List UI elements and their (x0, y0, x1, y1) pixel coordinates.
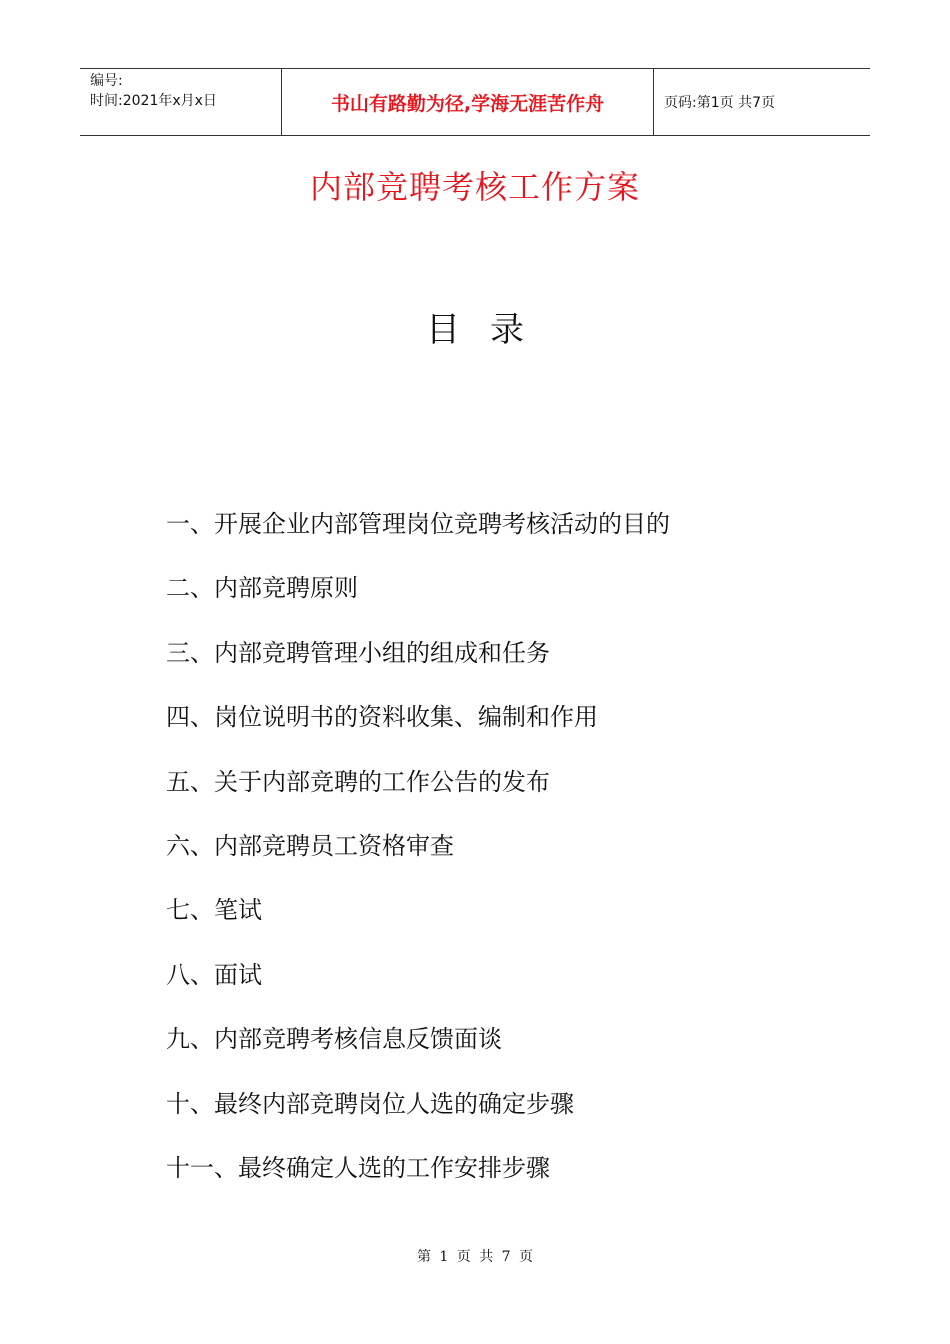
toc-item-11: 十一、最终确定人选的工作安排步骤 (166, 1153, 550, 1182)
toc-item-3: 三、内部竞聘管理小组的组成和任务 (166, 638, 550, 667)
toc-item-10: 十、最终内部竞聘岗位人选的确定步骤 (166, 1089, 574, 1118)
header-page-info: 页码:第1页 共7页 (664, 95, 775, 111)
toc-item-6: 六、内部竞聘员工资格审查 (166, 831, 454, 860)
toc-heading: 目录 (426, 310, 554, 350)
toc-item-2: 二、内部竞聘原则 (166, 574, 358, 603)
toc-item-9: 九、内部竞聘考核信息反馈面谈 (166, 1025, 502, 1054)
table-of-contents (166, 504, 670, 1212)
header-motto: 书山有路勤为径,学海无涯苦作舟 (282, 69, 654, 135)
document-title: 内部竞聘考核工作方案 (309, 168, 640, 206)
number-label: 编号: (90, 73, 123, 89)
page-footer: 第 1 页 共 7 页 (416, 1249, 534, 1265)
toc-item-8: 八、面试 (166, 960, 262, 989)
toc-item-5: 五、关于内部竞聘的工作公告的发布 (166, 767, 550, 796)
toc-item-4: 四、岗位说明书的资料收集、编制和作用 (166, 703, 598, 732)
toc-item-7: 七、笔试 (166, 896, 262, 925)
header-meta (80, 69, 282, 135)
time-label: 时间:2021年x月x日 (90, 93, 217, 109)
page-header (80, 68, 870, 136)
toc-item-1: 一、开展企业内部管理岗位竞聘考核活动的目的 (166, 510, 670, 538)
